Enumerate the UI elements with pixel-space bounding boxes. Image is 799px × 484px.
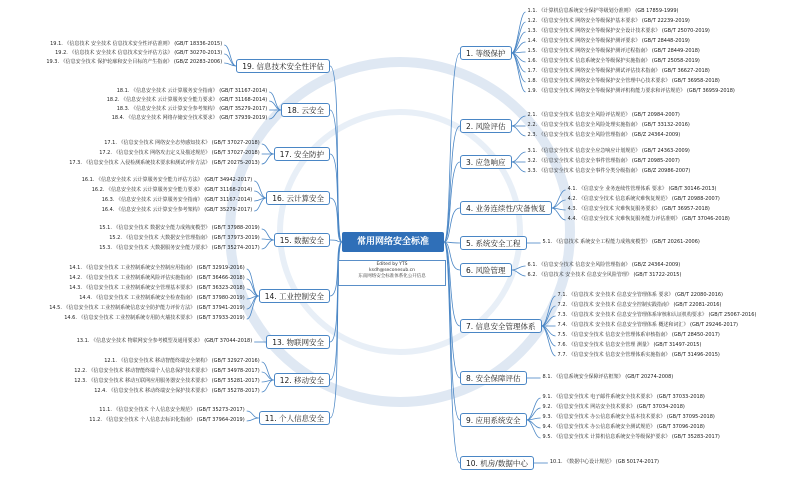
standard-item: 4.1. 《信息安全 业务连续性管理体系 要求》 (GB/T 30146-2013) xyxy=(567,186,717,192)
branch-right-6: 6. 风险管理 xyxy=(460,263,512,277)
standard-item: 14.1. 《信息安全技术 工业控制系统安全控制应用指南》 (GB/T 32919-2016) xyxy=(69,265,245,271)
branch-right-5: 5. 系统安全工程 xyxy=(460,236,527,250)
standard-item: 13.1. 《信息安全技术 物联网安全参考模型及通用要求》 (GB/T 37044-2018) xyxy=(76,338,253,344)
standard-item: 16.4. 《信息安全技术 云计算安全参考架构》 (GB/T 35279-2017) xyxy=(101,207,253,213)
standard-item: 12.2. 《信息安全技术 移动智能终端个人信息保护技术要求》 (GB/T 34978-2017) xyxy=(74,368,260,374)
standard-item: 2.2. 《信息安全技术 信息安全风险处理实施指南》 (GB/T 33132-2016) xyxy=(527,122,690,128)
standard-item: 16.3. 《信息安全技术 云计算服务安全指南》 (GB/T 31167-2014) xyxy=(101,197,253,203)
central-topic: 常用网络安全标准 xyxy=(342,232,444,252)
standard-item: 16.2. 《信息安全技术 云计算服务安全能力要求》 (GB/T 31168-2014) xyxy=(91,187,253,193)
credit-box xyxy=(338,260,446,286)
standard-item: 11.2. 《信息安全技术 个人信息去标识化指南》 (GB/T 37964-2019) xyxy=(89,417,245,423)
standard-item: 19.1. 《信息技术 安全技术 信息技术安全性评估准则》 (GB/T 18336-2015) xyxy=(50,41,223,47)
standard-item: 19.3. 《信息安全技术 保护轮廓和安全目标的产生指南》 (GB/Z 20283-2006) xyxy=(46,59,223,65)
standard-item: 2.3. 《信息安全技术 信息安全风险管理指南》 (GB/Z 24364-2009) xyxy=(527,132,681,138)
standard-item: 7.2. 《信息技术 安全技术 信息安全控制实践指南》 (GB/T 22081-2016) xyxy=(557,302,722,308)
credit-line-3: 东南网络安全标准体系化公开信息 xyxy=(358,274,426,279)
branch-left-6: 14. 工业控制安全 xyxy=(259,289,330,303)
standard-item: 1.9. 《信息安全技术 网络安全等级保护测评机构能力要求和评估规范》 (GB/T 36959-2018) xyxy=(527,88,735,94)
standard-item: 14.4. 《信息安全技术 工业控制系统安全检查指南》 (GB/T 37980-2019) xyxy=(79,295,245,301)
standard-item: 3.2. 《信息安全技术 信息安全事件管理指南》 (GB/T 20985-2007) xyxy=(527,158,680,164)
standard-item: 15.3. 《信息安全技术 大数据服务安全能力要求》 (GB/T 35274-2017) xyxy=(99,245,260,251)
branch-right-9: 9. 应用系统安全 xyxy=(460,413,527,427)
standard-item: 3.1. 《信息安全技术 信息安全应急响应计划规范》 (GB/T 24363-2009) xyxy=(527,148,690,154)
standard-item: 9.5. 《信息安全技术 计算机信息系统安全等级保护要求》 (GB/T 35283-2017) xyxy=(542,434,720,440)
standard-item: 17.2. 《信息安全技术 网络攻击定义及描述规范》 (GB/T 37027-2018) xyxy=(99,150,260,156)
standard-item: 18.4. 《信息安全技术 网络存储安全技术要求》 (GB/T 37939-2019) xyxy=(111,115,268,121)
standard-item: 3.3. 《信息安全技术 信息安全事件分类分级指南》 (GB/Z 20986-2007) xyxy=(527,168,691,174)
standard-item: 7.7. 《信息安全技术 信息安全管理体系实施指南》 (GB/T 31496-2015) xyxy=(557,352,720,358)
standard-item: 18.2. 《信息安全技术 云计算服务安全能力要求》 (GB/T 31168-2014) xyxy=(106,97,268,103)
standard-item: 14.3. 《信息安全技术 工业控制系统安全管理基本要求》 (GB/T 36323-2018) xyxy=(69,285,245,291)
branch-left-9: 11. 个人信息安全 xyxy=(259,411,330,425)
branch-right-8: 8. 安全保障评估 xyxy=(460,371,527,385)
standard-item: 9.3. 《信息安全技术 办公信息系统安全基本技术要求》 (GB/T 37095-2018) xyxy=(542,414,715,420)
standard-item: 6.1. 《信息安全技术 信息安全风险管理指南》 (GB/Z 24364-2009) xyxy=(527,262,681,268)
standard-item: 7.6. 《信息安全技术 信息安全管理 测量》 (GB/T 31497-2015) xyxy=(557,342,702,348)
standard-item: 1.4. 《信息安全技术 网络安全等级保护测评要求》 (GB/T 28448-2019) xyxy=(527,38,690,44)
branch-right-4: 4. 业务连续性/灾备恢复 xyxy=(460,201,552,215)
standard-item: 1.2. 《信息安全技术 网络安全等级保护基本要求》 (GB/T 22239-2019) xyxy=(527,18,690,24)
standard-item: 12.1. 《信息安全技术 移动智能终端安全架构》 (GB/T 32927-2016) xyxy=(104,358,260,364)
standard-item: 18.3. 《信息安全技术 云计算安全参考架构》 (GB/T 35279-2017) xyxy=(116,106,268,112)
branch-right-10: 10. 机房/数据中心 xyxy=(460,456,534,470)
standard-item: 7.3. 《信息技术 安全技术 信息安全管理体系审核和认证机构要求》 (GB/T 25067-2016) xyxy=(557,312,757,318)
standard-item: 17.3. 《信息安全技术 入侵检测系统技术要求和测试评价方法》 (GB/T 20275-2013) xyxy=(69,160,260,166)
standard-item: 15.2. 《信息安全技术 大数据安全管理指南》 (GB/T 37973-2019) xyxy=(109,235,260,241)
branch-left-4: 16. 云计算安全 xyxy=(266,191,330,205)
standard-item: 1.8. 《信息安全技术 网络安全等级保护安全管理中心技术要求》 (GB/T 36958-2018) xyxy=(527,78,720,84)
standard-item: 1.1. 《计算机信息系统安全保护等级划分准则》 (GB 17859-1999) xyxy=(527,8,679,14)
branch-left-3: 17. 安全防护 xyxy=(274,147,330,161)
credit-line-1: Edited by YTS xyxy=(376,262,408,267)
credit-line-2: ksdh@seconesub.cn xyxy=(369,268,415,273)
standard-item: 4.4. 《信息安全技术 灾难恢复服务能力评估准则》 (GB/T 37046-2018) xyxy=(567,216,730,222)
standard-item: 4.3. 《信息安全技术 灾难恢复服务要求》 (GB/T 36957-2018) xyxy=(567,206,710,212)
standard-item: 19.2. 《信息技术 安全技术 信息技术安全评估方法》 (GB/T 30270-2013) xyxy=(55,50,223,56)
standard-item: 11.1. 《信息安全技术 个人信息安全规范》 (GB/T 35273-2017) xyxy=(99,407,245,413)
standard-item: 2.1. 《信息安全技术 信息安全风险评估规范》 (GB/T 20984-2007) xyxy=(527,112,680,118)
standard-item: 7.1. 《信息技术 安全技术 信息安全管理体系 要求》 (GB/T 22080-2016) xyxy=(557,292,724,298)
standard-item: 14.5. 《信息安全技术 工业控制系统信息安全防护能力评价方法》 (GB/T 37941-2019) xyxy=(49,305,245,311)
branch-right-7: 7. 信息安全管理体系 xyxy=(460,319,542,333)
standard-item: 9.1. 《信息安全技术 电子邮件系统安全技术要求》 (GB/T 37033-2018) xyxy=(542,394,705,400)
branch-right-1: 1. 等级保护 xyxy=(460,46,512,60)
standard-item: 8.1. 《信息系统安全保障评估框架》 (GB/T 20274-2008) xyxy=(542,374,674,380)
standard-item: 16.1. 《信息安全技术 云计算服务安全能力评估方法》 (GB/T 34942-2017) xyxy=(81,177,253,183)
branch-left-1: 19. 信息技术安全性评估 xyxy=(236,59,330,73)
branch-left-7: 13. 物联网安全 xyxy=(266,335,330,349)
standard-item: 14.2. 《信息安全技术 工业控制系统风险评估实施指南》 (GB/T 36466-2018) xyxy=(69,275,245,281)
branch-right-3: 3. 应急响应 xyxy=(460,155,512,169)
standard-item: 15.1. 《信息安全技术 数据安全能力成熟度模型》 (GB/T 37988-2019) xyxy=(99,225,260,231)
standard-item: 1.7. 《信息安全技术 网络安全等级保护测试评估技术指南》 (GB/T 36627-2018) xyxy=(527,68,710,74)
standard-item: 7.4. 《信息技术 安全技术 信息安全管理体系 概述和词汇》 (GB/T 29246-2017) xyxy=(557,322,739,328)
standard-item: 12.3. 《信息安全技术 移动互联网应用服务器安全技术要求》 (GB/T 35281-2017) xyxy=(74,378,260,384)
branch-left-8: 12. 移动安全 xyxy=(274,373,330,387)
standard-item: 7.5. 《信息安全技术 信息安全管理体系审核指南》 (GB/T 28450-2017) xyxy=(557,332,720,338)
standard-item: 4.2. 《信息安全技术 信息系统灾难恢复规范》 (GB/T 20988-2007) xyxy=(567,196,720,202)
standard-item: 10.1. 《数据中心设计规范》 (GB 50174-2017) xyxy=(549,459,659,465)
standard-item: 6.2. 《信息技术 安全技术 信息安全风险管理》 (GB/T 31722-2015) xyxy=(527,272,682,278)
standard-item: 14.6. 《信息安全技术 工业控制系统专用防火墙技术要求》 (GB/T 37933-2019) xyxy=(64,315,245,321)
standard-item: 1.6. 《信息安全技术 信息系统安全等级保护实施指南》 (GB/T 25058-2019) xyxy=(527,58,700,64)
branch-left-2: 18. 云安全 xyxy=(281,103,330,117)
standard-item: 1.5. 《信息安全技术 网络安全等级保护测评过程指南》 (GB/T 28449-2018) xyxy=(527,48,700,54)
standard-item: 9.4. 《信息安全技术 办公信息系统安全测试规范》 (GB/T 37096-2018) xyxy=(542,424,705,430)
standard-item: 17.1. 《信息安全技术 网络安全态势感知技术》 (GB/T 37027-2018) xyxy=(104,140,260,146)
standard-item: 1.3. 《信息安全技术 网络安全等级保护安全设计技术要求》 (GB/T 25070-2019) xyxy=(527,28,710,34)
branch-right-2: 2. 风险评估 xyxy=(460,119,512,133)
standard-item: 5.1. 《信息技术 系统安全工程能力成熟度模型》 (GB/T 20261-2006) xyxy=(542,239,700,245)
standard-item: 18.1. 《信息安全技术 云计算服务安全指南》 (GB/T 31167-2014) xyxy=(116,88,268,94)
standard-item: 9.2. 《信息安全技术 网站安全技术要求》 (GB/T 37034-2018) xyxy=(542,404,685,410)
branch-left-5: 15. 数据安全 xyxy=(274,233,330,247)
standard-item: 12.4. 《信息安全技术 移动终端安全保护技术要求》 (GB/T 35278-2017) xyxy=(94,388,260,394)
